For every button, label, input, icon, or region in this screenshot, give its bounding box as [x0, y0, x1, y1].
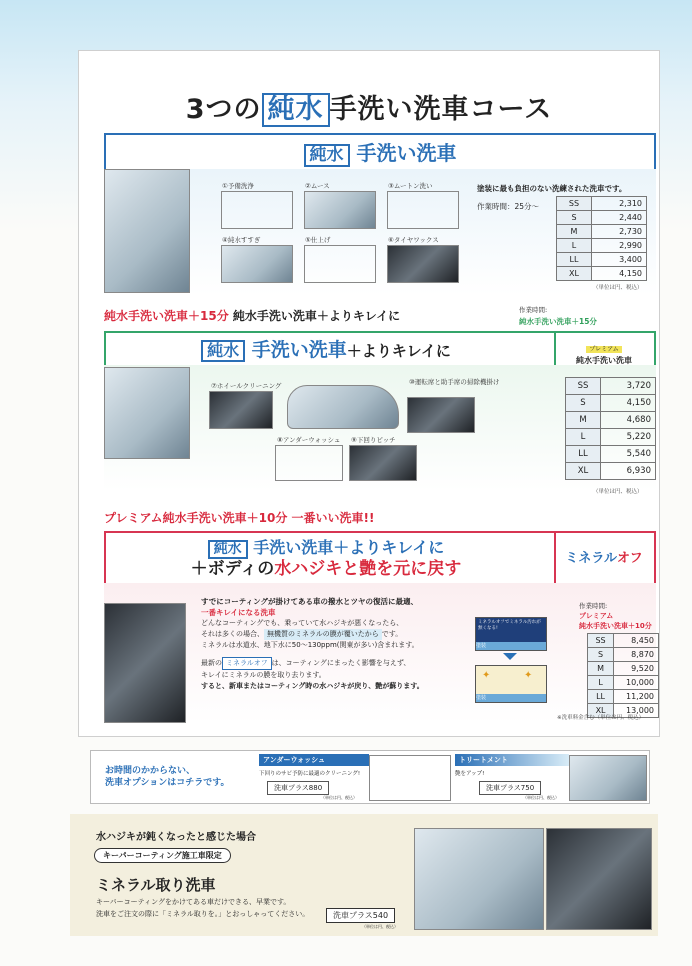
- table-row: M 9,520: [588, 662, 659, 676]
- course3-time-label: 作業時間:: [579, 602, 608, 610]
- mineral-figure-before: ミネラルオフでミネラル汚れが無くなる! 塗装: [475, 617, 547, 651]
- mineral-figure-after: ✦ ✦ 塗装: [475, 665, 547, 703]
- course2-heading-text: 手洗い洗車: [251, 339, 347, 361]
- step-photo: [275, 445, 343, 481]
- table-row: M 4,680: [566, 412, 656, 429]
- step-photo: [387, 191, 459, 229]
- table-row: LL 11,200: [588, 690, 659, 704]
- option2-price: 洗車プラス750: [479, 781, 541, 795]
- step-label: ⑩運転席と助手席の掃除機掛け: [409, 378, 500, 386]
- step-label: ①予備洗浄: [222, 182, 254, 190]
- course2-time-value: 純水手洗い洗車＋15分: [519, 317, 597, 326]
- course1-time: 作業時間：25分～: [477, 202, 540, 211]
- table-row: S 4,150: [566, 395, 656, 412]
- options-intro: お時間のかからない、 洗車オプションはコチラです。: [105, 766, 230, 788]
- table-row: SS 2,310: [557, 197, 647, 211]
- course1-heading-boxed: 純水: [304, 144, 350, 167]
- table-row: LL 3,400: [557, 253, 647, 267]
- step-photo: [304, 245, 376, 283]
- course2-time-label: 作業時間:: [519, 306, 548, 314]
- page-title: 3つの 純水 手洗い洗車コース: [185, 94, 553, 125]
- course3-lead: プレミアム純水手洗い洗車＋10分 一番いい洗車!!: [104, 511, 375, 525]
- step-photo: [209, 391, 273, 429]
- course3-heading-line1: 手洗い洗車＋よりキレイに: [253, 538, 445, 557]
- table-row: L 5,220: [566, 429, 656, 446]
- mineral-title: ミネラル取り洗車: [96, 876, 216, 894]
- step-label: ⑦ホイールクリーニング: [211, 382, 282, 390]
- table-row: S 2,440: [557, 211, 647, 225]
- main-flyer-panel: [78, 50, 660, 737]
- course2-heading-boxed: 純水: [201, 340, 245, 362]
- table-row: XL 6,930: [566, 463, 656, 480]
- step-label: ④純水すすぎ: [222, 236, 261, 244]
- mineral-photo-2: [546, 828, 652, 930]
- mineral-description: キーパーコーティングをかけてある車だけできる、早業です。 洗車をご注文の際に「ミネラル取りを。」とおっしゃってください。: [96, 898, 310, 918]
- course2-header: [104, 331, 656, 369]
- step-photo: [221, 245, 293, 283]
- mineral-photo-1: [414, 828, 544, 930]
- course1-price-table: [556, 196, 647, 281]
- course2-price-table: [565, 377, 656, 480]
- course3-description: すでにコーティングが掛けてある車の撥水とツヤの復活に最適、 一番キレイになる洗車 どんなコーティングでも、乗っていて水ハジキが悪くなったら、 それは多くの場合、 無機質のミネラルの膜が覆いたから です。 ミネラルは水道水、地下水に50～130ppm(関東が多い)含まれます。 最新の ミネラルオフ は、コーティングにまったく影響を与えず、 キレイにミネラルの膜を取り去ります。 すると、新車またはコーティング時の水ハジキが戻り、艶が蘇ります。: [201, 597, 424, 690]
- course1-header: [104, 133, 656, 173]
- mineral-price: 洗車プラス540: [326, 908, 395, 923]
- course1-main-photo: [104, 169, 190, 293]
- mineral-off-tag: ミネラルオフ: [554, 533, 652, 585]
- sparkle-icon: ✦: [524, 670, 533, 681]
- course2-heading-suffix: ＋よりキレイに: [346, 342, 451, 360]
- course3-heading-boxed: 純水: [208, 540, 248, 559]
- table-row: SS 8,450: [588, 634, 659, 648]
- step-photo: [387, 245, 459, 283]
- option2-photo: [569, 755, 647, 801]
- option1-photo: [369, 755, 451, 801]
- course3-header: 純水 手洗い洗車＋よりキレイに ＋ボディの水ハジキと艶を元に戻す ミネラルオフ: [104, 531, 656, 587]
- option1-desc: 下回りのサビ予防に最適のクリーニング!: [259, 771, 361, 777]
- option1-title: アンダーウォッシュ: [259, 754, 369, 766]
- mineral-badge: キーパーコーティング施工車限定: [94, 848, 231, 863]
- table-row: S 8,870: [588, 648, 659, 662]
- sparkle-icon: ✦: [482, 670, 491, 681]
- table-row: SS 3,720: [566, 378, 656, 395]
- course3-main-photo: [104, 603, 186, 723]
- option2-note: （単位は円、税込）: [523, 795, 559, 800]
- option2-title: トリートメント: [455, 754, 569, 766]
- step-label: ⑧アンダーウォッシュ: [277, 436, 341, 444]
- course3-unit-note: ※洗車料金含む（単位は円、税込）: [557, 715, 645, 721]
- option1-price: 洗車プラス880: [267, 781, 329, 795]
- mineral-removal-panel: [70, 814, 658, 936]
- course2-lead: 純水手洗い洗車＋15分 純水手洗い洗車＋よりキレイに: [104, 309, 401, 323]
- option1-note: （単位は円、税込）: [321, 795, 357, 800]
- step-label: ⑥タイヤワックス: [388, 236, 439, 244]
- course1-description: 塗装に最も負担のない洗練された洗車です。: [477, 184, 627, 193]
- option2-desc: 艶をアップ!: [455, 771, 485, 777]
- table-row: L 10,000: [588, 676, 659, 690]
- step-photo: [221, 191, 293, 229]
- course1-heading-text: 手洗い洗車: [356, 141, 457, 165]
- step-label: ③ムートン洗い: [388, 182, 433, 190]
- table-row: L 2,990: [557, 239, 647, 253]
- step-photo: [407, 397, 475, 433]
- mineral-lead: 水ハジキが鈍くなったと感じた場合: [96, 832, 256, 843]
- table-row: M 2,730: [557, 225, 647, 239]
- table-row: XL 4,150: [557, 267, 647, 281]
- step-label: ⑨下回りピッチ: [351, 436, 396, 444]
- car-photo: [287, 385, 399, 429]
- step-photo: [349, 445, 417, 481]
- course1-unit-note: （単位は円、税込）: [593, 285, 643, 291]
- mineral-note: （単位は円、税込）: [362, 924, 398, 929]
- course3-time-value2: 純水手洗い洗車＋10分: [579, 622, 652, 630]
- table-row: XL 13,000: [588, 704, 659, 718]
- table-row: LL 5,540: [566, 446, 656, 463]
- step-label: ②ムース: [305, 182, 330, 190]
- premium-tag: プレミアム 純水手洗い洗車: [554, 333, 652, 367]
- course3-price-table: [587, 633, 659, 718]
- course2-unit-note: （単位は円、税込）: [593, 489, 643, 495]
- course3-time-value1: プレミアム: [579, 612, 614, 620]
- step-photo: [304, 191, 376, 229]
- arrow-down-icon: [503, 653, 517, 660]
- step-label: ⑤仕上げ: [305, 236, 331, 244]
- course2-main-photo: [104, 367, 190, 459]
- options-panel: [90, 750, 650, 804]
